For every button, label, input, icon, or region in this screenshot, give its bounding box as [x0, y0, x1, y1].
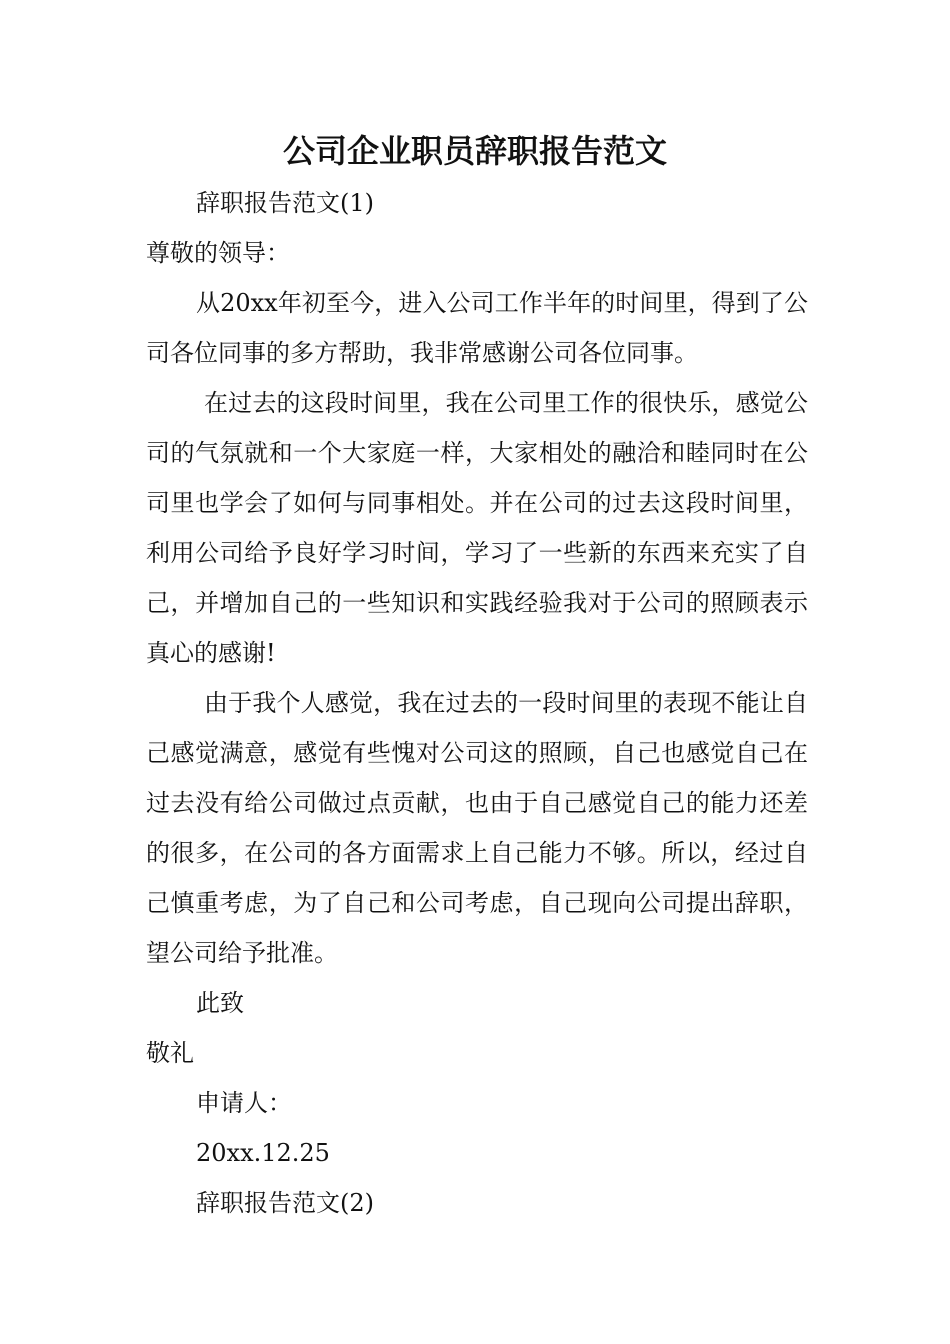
- section-heading-2: 辞职报告范文(2): [196, 1189, 374, 1217]
- applicant-label: 申请人：: [196, 1089, 292, 1117]
- paragraph-3: 由于我个人感觉，我在过去的一段时间里的表现不能让自己感觉满意，感觉有些愧对公司这的照顾，自己也感觉自己在过去没有给公司做过点贡献，也由于自己感觉自己的能力还差的很多，在公司的各方面需求上自己能力不够。所以，经过自己慎重考虑，为了自己和公司考虑，自己现向公司提出辞职，望公司给予批准。: [146, 689, 808, 967]
- section-heading-1: 辞职报告范文(1): [196, 189, 374, 217]
- salutation: 尊敬的领导：: [146, 239, 290, 267]
- paragraph-1: 从20xx年初至今，进入公司工作半年的时间里，得到了公司各位同事的多方帮助，我非常感谢公司各位同事。: [146, 289, 808, 367]
- closing-cizhi: 此致: [196, 989, 244, 1017]
- document-body: [146, 178, 808, 1228]
- document-title: 公司企业职员辞职报告范文: [282, 132, 667, 170]
- closing-jingli: 敬礼: [146, 1039, 194, 1067]
- signature-date: 20xx.12.25: [196, 1139, 330, 1167]
- paragraph-2: 在过去的这段时间里，我在公司里工作的很快乐，感觉公司的气氛就和一个大家庭一样，大家相处的融洽和睦同时在公司里也学会了如何与同事相处。并在公司的过去这段时间里，利用公司给予良好学习时间，学习了一些新的东西来充实了自己，并增加自己的一些知识和实践经验我对于公司的照顾表示真心的感谢!: [146, 389, 808, 667]
